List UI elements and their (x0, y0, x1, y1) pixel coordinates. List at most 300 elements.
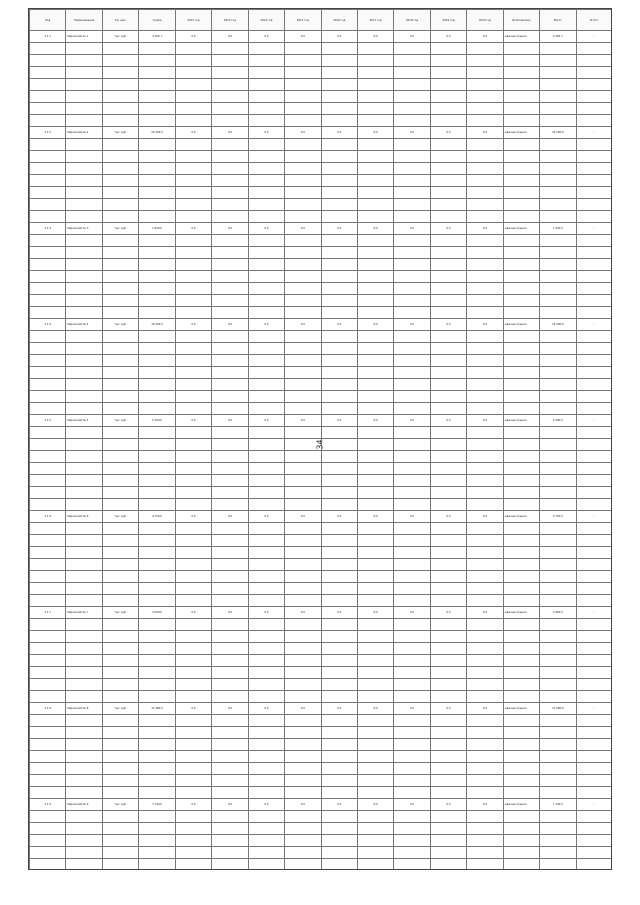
table-cell: 0,0 (394, 127, 430, 139)
table-cell (248, 835, 284, 847)
table-cell (102, 487, 138, 499)
table-cell (175, 391, 211, 403)
table-cell (503, 655, 539, 667)
table-header-cell: 2012 год (175, 10, 211, 31)
table-cell (285, 727, 321, 739)
table-cell (540, 115, 576, 127)
table-cell (248, 271, 284, 283)
table-cell (212, 595, 248, 607)
table-cell: 0,0 (285, 223, 321, 235)
table-cell (30, 343, 66, 355)
table-cell (175, 475, 211, 487)
table-cell (139, 823, 175, 835)
table-cell (357, 103, 393, 115)
table-cell (467, 211, 503, 223)
table-cell (321, 499, 357, 511)
table-cell (175, 727, 211, 739)
table-cell (540, 859, 576, 871)
table-cell (66, 43, 102, 55)
table-cell (285, 691, 321, 703)
table-cell (175, 559, 211, 571)
table-cell (212, 751, 248, 763)
table-cell (66, 439, 102, 451)
table-cell (394, 571, 430, 583)
table-cell (430, 271, 466, 283)
table-cell (66, 163, 102, 175)
table-cell (503, 307, 539, 319)
table-cell (285, 571, 321, 583)
table-cell (357, 343, 393, 355)
table-cell (285, 775, 321, 787)
table-cell (430, 859, 466, 871)
table-cell (30, 451, 66, 463)
table-cell: – (576, 223, 612, 235)
table-row (30, 127, 613, 139)
table-cell (102, 43, 138, 55)
table-row (30, 559, 613, 571)
table-cell (467, 163, 503, 175)
table-cell (248, 499, 284, 511)
table-cell (503, 379, 539, 391)
table-cell (102, 523, 138, 535)
table-cell (248, 751, 284, 763)
table-cell (30, 103, 66, 115)
table-cell (212, 559, 248, 571)
table-cell (576, 235, 612, 247)
table-cell (357, 559, 393, 571)
table-cell (66, 715, 102, 727)
table-cell (357, 151, 393, 163)
table-cell (394, 487, 430, 499)
table-cell (285, 103, 321, 115)
table-cell (285, 343, 321, 355)
table-cell (503, 331, 539, 343)
table-cell (30, 739, 66, 751)
table-cell (321, 631, 357, 643)
table-cell: 0,0 (430, 319, 466, 331)
table-cell (357, 115, 393, 127)
table-cell (576, 811, 612, 823)
table-cell: – (576, 607, 612, 619)
table-cell (576, 595, 612, 607)
table-cell (357, 727, 393, 739)
table-cell (30, 643, 66, 655)
table-cell (30, 523, 66, 535)
table-cell (394, 679, 430, 691)
table-cell (394, 367, 430, 379)
table-cell (212, 847, 248, 859)
table-cell: 9 750,0 (540, 511, 576, 523)
table-cell (285, 679, 321, 691)
table-cell (139, 379, 175, 391)
table-cell (394, 631, 430, 643)
table-cell (321, 535, 357, 547)
table-cell (357, 751, 393, 763)
table-cell (467, 451, 503, 463)
table-row (30, 91, 613, 103)
table-cell (66, 655, 102, 667)
table-cell (576, 199, 612, 211)
table-cell (576, 775, 612, 787)
table-cell (430, 727, 466, 739)
table-cell (175, 715, 211, 727)
table-cell (139, 235, 175, 247)
table-cell (175, 679, 211, 691)
table-cell: 0,0 (467, 415, 503, 427)
table-cell: 0,0 (175, 607, 211, 619)
table-cell (394, 763, 430, 775)
table-cell (503, 163, 539, 175)
table-cell (430, 235, 466, 247)
table-cell (248, 391, 284, 403)
table-cell (467, 667, 503, 679)
table-cell (467, 403, 503, 415)
table-cell (394, 175, 430, 187)
table-cell (175, 595, 211, 607)
table-cell (576, 559, 612, 571)
table-cell: 0,0 (430, 607, 466, 619)
table-cell (503, 295, 539, 307)
table-cell (102, 67, 138, 79)
table-cell: 0,0 (175, 703, 211, 715)
table-cell (285, 391, 321, 403)
table-cell (102, 715, 138, 727)
table-cell (321, 139, 357, 151)
table-cell (540, 211, 576, 223)
table-cell (540, 835, 576, 847)
table-cell (430, 115, 466, 127)
table-cell (175, 787, 211, 799)
table-cell (540, 259, 576, 271)
table-cell (394, 151, 430, 163)
table-cell (66, 847, 102, 859)
table-cell (66, 355, 102, 367)
table-cell: тыс. руб. (102, 223, 138, 235)
table-cell (175, 235, 211, 247)
table-cell (576, 247, 612, 259)
table-cell (467, 427, 503, 439)
table-cell (321, 691, 357, 703)
table-cell (248, 475, 284, 487)
table-cell: 0,0 (394, 31, 430, 43)
table-row (30, 655, 613, 667)
table-cell (175, 91, 211, 103)
table-cell (576, 463, 612, 475)
table-cell (139, 355, 175, 367)
table-cell: 0,0 (212, 127, 248, 139)
table-cell (175, 199, 211, 211)
table-cell: 0,0 (285, 799, 321, 811)
table-cell (212, 427, 248, 439)
table-row (30, 619, 613, 631)
table-cell (503, 667, 539, 679)
table-cell (503, 559, 539, 571)
table-cell (248, 667, 284, 679)
table-cell (139, 643, 175, 655)
table-cell (394, 619, 430, 631)
table-cell: 3 060,0 (139, 607, 175, 619)
table-cell (321, 91, 357, 103)
table-cell (212, 367, 248, 379)
table-cell (321, 619, 357, 631)
table-cell (212, 715, 248, 727)
table-cell (576, 79, 612, 91)
table-cell (175, 691, 211, 703)
table-cell (540, 403, 576, 415)
table-cell (285, 463, 321, 475)
table-cell (540, 559, 576, 571)
table-cell (175, 535, 211, 547)
table-cell: Мероприятие 6 (66, 511, 102, 523)
table-cell (102, 391, 138, 403)
table-cell (467, 115, 503, 127)
table-cell (66, 775, 102, 787)
table-cell (357, 631, 393, 643)
table-row (30, 163, 613, 175)
table-cell (285, 487, 321, 499)
table-cell (248, 151, 284, 163)
table-cell (576, 847, 612, 859)
table-cell (30, 823, 66, 835)
table-cell (285, 643, 321, 655)
table-cell (102, 115, 138, 127)
table-header-cell: 2020 год (467, 10, 503, 31)
table-cell (102, 367, 138, 379)
table-cell (175, 67, 211, 79)
table-cell (66, 115, 102, 127)
table-cell: 0,0 (357, 31, 393, 43)
table-cell (139, 331, 175, 343)
table-cell (66, 55, 102, 67)
table-cell (212, 247, 248, 259)
table-cell (321, 559, 357, 571)
table-cell (321, 235, 357, 247)
table-cell (139, 199, 175, 211)
table-cell (540, 787, 576, 799)
table-cell (467, 847, 503, 859)
table-cell: 3 060,0 (540, 607, 576, 619)
table-cell (467, 271, 503, 283)
table-cell (175, 763, 211, 775)
table-cell (503, 187, 539, 199)
table-cell (212, 583, 248, 595)
table-cell: Администрация (503, 31, 539, 43)
table-cell (102, 631, 138, 643)
table-cell: 0,0 (212, 415, 248, 427)
table-cell (394, 775, 430, 787)
table-cell (139, 523, 175, 535)
table-cell (430, 91, 466, 103)
table-cell (212, 463, 248, 475)
table-cell (175, 859, 211, 871)
table-cell (212, 115, 248, 127)
table-cell: 0,0 (248, 319, 284, 331)
table-cell (175, 571, 211, 583)
table-cell (66, 535, 102, 547)
table-cell (248, 739, 284, 751)
table-cell (540, 379, 576, 391)
table-cell (248, 775, 284, 787)
table-cell (540, 103, 576, 115)
table-cell (285, 787, 321, 799)
table-cell (357, 235, 393, 247)
table-cell (394, 43, 430, 55)
table-cell (139, 535, 175, 547)
table-cell: тыс. руб. (102, 31, 138, 43)
table-cell (357, 679, 393, 691)
table-cell (503, 691, 539, 703)
table-cell (394, 691, 430, 703)
table-cell (175, 847, 211, 859)
table-cell (321, 403, 357, 415)
table-cell (30, 163, 66, 175)
table-cell (285, 79, 321, 91)
table-cell (30, 247, 66, 259)
table-cell (540, 523, 576, 535)
table-row (30, 439, 613, 451)
table-cell: 0,0 (248, 511, 284, 523)
table-cell: Мероприятие 7 (66, 607, 102, 619)
table-cell: 0,0 (394, 511, 430, 523)
table-cell (248, 679, 284, 691)
table-cell (394, 295, 430, 307)
table-cell: 0,0 (285, 31, 321, 43)
table-cell (430, 751, 466, 763)
table-cell: 0,0 (394, 703, 430, 715)
table-cell: 0,0 (248, 607, 284, 619)
table-cell: 0,0 (467, 31, 503, 43)
table-cell (394, 187, 430, 199)
table-cell (357, 811, 393, 823)
table-cell (321, 451, 357, 463)
table-cell (248, 163, 284, 175)
table-cell (248, 43, 284, 55)
table-cell (394, 559, 430, 571)
table-cell: тыс. руб. (102, 511, 138, 523)
table-cell (430, 739, 466, 751)
table-cell (321, 583, 357, 595)
table-cell (503, 847, 539, 859)
table-cell: 12 480,0 (540, 703, 576, 715)
table-cell (394, 139, 430, 151)
table-cell (321, 211, 357, 223)
table-cell: 1.1.2 (30, 127, 66, 139)
table-cell (430, 259, 466, 271)
table-row (30, 319, 613, 331)
table-cell (175, 271, 211, 283)
table-cell (430, 343, 466, 355)
table-cell (503, 595, 539, 607)
table-cell (30, 859, 66, 871)
table-cell (212, 763, 248, 775)
table-cell (576, 691, 612, 703)
table-cell: 0,0 (430, 799, 466, 811)
table-cell (394, 499, 430, 511)
table-cell (430, 43, 466, 55)
table-cell (30, 307, 66, 319)
table-cell: – (576, 127, 612, 139)
table-cell (394, 343, 430, 355)
table-cell (467, 439, 503, 451)
table-cell (394, 283, 430, 295)
table-cell (467, 727, 503, 739)
table-cell (540, 427, 576, 439)
table-cell (285, 439, 321, 451)
table-header-cell: 2015 год (285, 10, 321, 31)
table-cell (503, 535, 539, 547)
table-cell (321, 439, 357, 451)
table-cell (321, 847, 357, 859)
table-cell (30, 499, 66, 511)
table-cell (321, 379, 357, 391)
table-cell: Администрация (503, 607, 539, 619)
table-cell: 0,0 (175, 415, 211, 427)
table-row (30, 55, 613, 67)
table-cell (175, 619, 211, 631)
table-cell (357, 499, 393, 511)
table-cell (467, 295, 503, 307)
table-cell (467, 739, 503, 751)
table-cell (285, 187, 321, 199)
table-cell (321, 343, 357, 355)
table-cell (66, 859, 102, 871)
table-cell (139, 451, 175, 463)
table-cell (102, 643, 138, 655)
table-cell (430, 187, 466, 199)
table-cell (394, 643, 430, 655)
table-cell (430, 547, 466, 559)
table-cell (540, 847, 576, 859)
table-cell (430, 715, 466, 727)
table-cell (248, 259, 284, 271)
table-cell (430, 523, 466, 535)
table-cell (540, 367, 576, 379)
table-cell (503, 751, 539, 763)
table-cell (321, 667, 357, 679)
table-cell (321, 655, 357, 667)
table-cell (540, 547, 576, 559)
table-header-cell: 2016 год (321, 10, 357, 31)
table-cell (248, 535, 284, 547)
table-cell (139, 559, 175, 571)
table-cell (285, 427, 321, 439)
table-cell (540, 43, 576, 55)
table-cell (394, 427, 430, 439)
table-cell (503, 403, 539, 415)
table-cell: 22 200,0 (139, 127, 175, 139)
table-cell (102, 679, 138, 691)
table-cell: 12 480,0 (139, 703, 175, 715)
table-row (30, 283, 613, 295)
table-cell (576, 439, 612, 451)
table-cell (30, 259, 66, 271)
table-cell (540, 187, 576, 199)
table-cell (503, 367, 539, 379)
table-cell (102, 595, 138, 607)
table-cell (139, 847, 175, 859)
table-cell (540, 355, 576, 367)
table-cell (30, 847, 66, 859)
table-cell (139, 187, 175, 199)
table-cell (321, 727, 357, 739)
table-cell (102, 403, 138, 415)
table-cell (212, 91, 248, 103)
table-cell (139, 619, 175, 631)
table-cell: 0,0 (321, 607, 357, 619)
table-cell (30, 727, 66, 739)
table-row (30, 139, 613, 151)
table-cell (248, 199, 284, 211)
